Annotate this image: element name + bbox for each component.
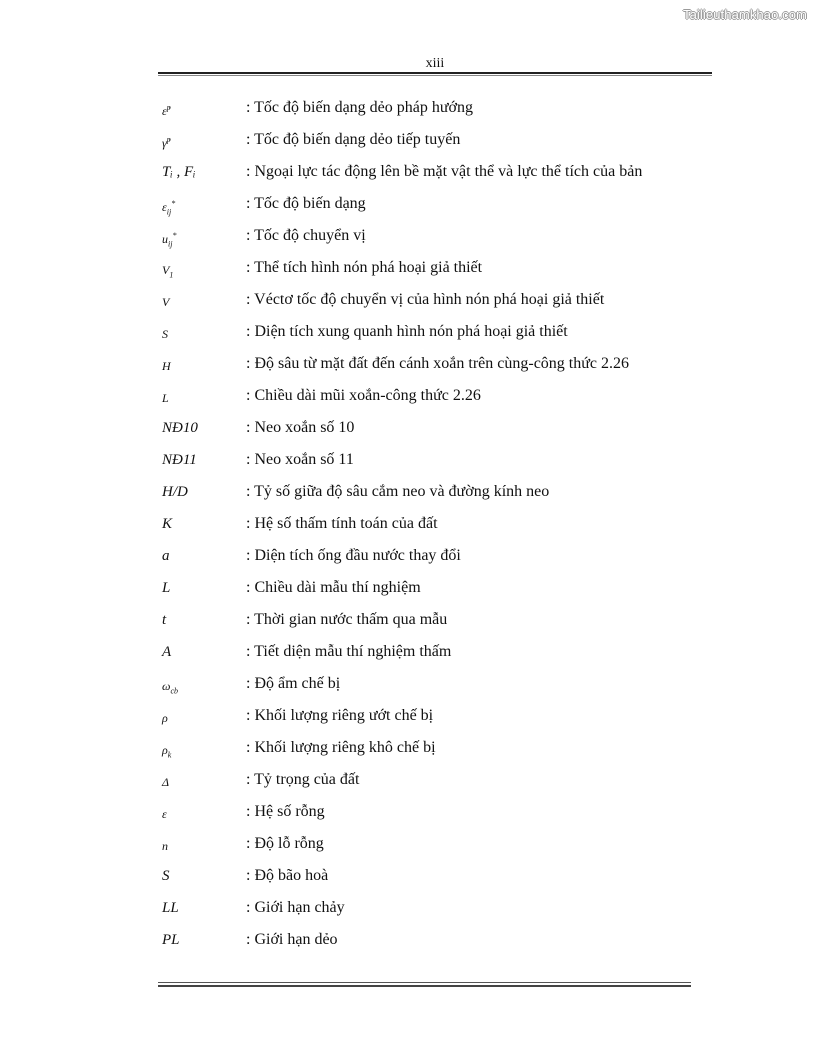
symbol-row	[158, 350, 718, 382]
symbol-superscript: p	[166, 103, 171, 112]
symbol-definition: : Ngoại lực tác động lên bề mặt vật thể và lực thể tích của bản	[246, 163, 643, 180]
symbol-definition: : Tốc độ chuyển vị	[246, 227, 366, 244]
symbol	[162, 135, 171, 151]
symbol-definition: : Hệ số rỗng	[246, 803, 325, 820]
symbol	[162, 327, 168, 342]
symbol-base: ε	[162, 807, 167, 821]
symbol	[162, 391, 169, 406]
symbol-definition: : Khối lượng riêng khô chế bị	[246, 739, 436, 756]
symbol-base: ω	[162, 679, 171, 693]
symbol-definition: : Diện tích xung quanh hình nón phá hoại giả thiết	[246, 323, 568, 340]
symbol-row	[158, 926, 718, 958]
symbol-base: ρ	[162, 743, 168, 757]
symbol-definition: : Tốc độ biến dạng	[246, 195, 366, 212]
symbol-base: S	[162, 327, 168, 341]
symbol-row	[158, 446, 718, 478]
symbol	[162, 932, 180, 949]
symbol-definition: : Độ sâu từ mặt đất đến cánh xoắn trên cùng-công thức 2.26	[246, 355, 630, 372]
symbol	[162, 164, 196, 181]
symbol-row	[158, 638, 718, 670]
symbol-definition: : Khối lượng riêng ướt chế bị	[246, 707, 434, 724]
symbol	[162, 231, 176, 248]
symbol-row	[158, 222, 718, 254]
symbol	[162, 484, 188, 501]
symbol-superscript: p	[166, 135, 171, 144]
symbol-base: a	[162, 548, 170, 564]
symbol-definition: : Thời gian nước thấm qua mẫu	[246, 611, 448, 628]
symbol-definition: : Độ bão hoà	[246, 867, 329, 884]
symbol-definition: : Tiết diện mẫu thí nghiệm thấm	[246, 643, 452, 660]
header-rule-thin	[158, 75, 712, 76]
symbol-base: S	[162, 868, 170, 884]
symbol-definition: : Giới hạn dẻo	[246, 931, 338, 948]
symbol-base: ρ	[162, 711, 168, 725]
symbol	[162, 711, 168, 726]
symbol-base: Δ	[162, 775, 170, 789]
symbol	[162, 612, 166, 629]
symbol	[162, 807, 167, 822]
symbol-definition: : Thể tích hình nón phá hoại giả thiết	[246, 259, 483, 276]
symbol-row	[158, 382, 718, 414]
symbol-base: LL	[162, 900, 179, 916]
symbol	[162, 743, 171, 759]
watermark: Tailieuthamkhao.com	[682, 7, 807, 22]
symbol-row	[158, 862, 718, 894]
symbol-base: V	[162, 295, 170, 309]
symbol-row	[158, 158, 718, 190]
symbol-base: L	[162, 580, 171, 596]
symbol-subscript: cb	[170, 686, 179, 696]
symbol	[162, 295, 169, 310]
symbol	[162, 359, 171, 374]
symbol	[162, 420, 198, 437]
symbol-row	[158, 318, 718, 350]
symbol-base: γ̇	[162, 136, 167, 150]
symbol-base: L	[162, 391, 169, 405]
page-number: xiii	[425, 56, 445, 71]
symbol-base: H/D	[162, 484, 188, 500]
symbol	[162, 452, 197, 469]
symbol-base: NĐ10	[162, 420, 198, 436]
symbol-definition: : Chiều dài mũi xoắn-công thức 2.26	[246, 387, 481, 404]
symbol-definition: : Véctơ tốc độ chuyển vị của hình nón phá hoại giả thiết	[246, 291, 605, 308]
symbol-base: PL	[162, 932, 180, 948]
symbol-base: n	[162, 839, 168, 853]
symbol-subscript: ij	[166, 207, 172, 217]
symbol-definition: : Độ lỗ rỗng	[246, 835, 324, 852]
symbol-row	[158, 830, 718, 862]
symbol	[162, 900, 179, 917]
footer-rule-thin	[158, 982, 691, 983]
symbol-definition: : Tỷ trọng của đất	[246, 771, 360, 788]
header-rule	[158, 72, 712, 74]
symbol-base: H	[162, 359, 171, 373]
symbol	[162, 868, 170, 885]
symbol-subscript: 1	[169, 270, 174, 280]
symbol-base: Tᵢ , Fᵢ	[162, 164, 196, 180]
symbol-definition: : Tốc độ biến dạng dẻo pháp hướng	[246, 99, 474, 116]
symbol-base: ε	[162, 200, 167, 214]
symbol-base: NĐ11	[162, 452, 197, 468]
symbol-subscript: ij	[168, 239, 173, 249]
symbol	[162, 839, 168, 854]
symbol	[162, 516, 172, 533]
symbol-row	[158, 254, 718, 286]
footer-rule	[158, 985, 691, 987]
symbol	[162, 199, 175, 216]
symbol-row	[158, 126, 718, 158]
symbol	[162, 548, 170, 565]
symbol-definition: : Diện tích ống đầu nước thay đổi	[246, 547, 461, 564]
symbol-definition: : Tỷ số giữa độ sâu cắm neo và đường kính neo	[246, 483, 550, 500]
symbol-definition: : Giới hạn chảy	[246, 899, 345, 916]
symbol-row	[158, 798, 718, 830]
symbol-row	[158, 478, 718, 510]
symbol-base: t	[162, 612, 167, 628]
symbol-row	[158, 606, 718, 638]
symbol	[162, 263, 173, 279]
symbol-base: K	[162, 516, 173, 532]
symbol-definition: : Neo xoắn số 10	[246, 419, 355, 436]
symbol	[162, 644, 171, 661]
symbol-base: u	[162, 232, 168, 246]
symbol-row	[158, 894, 718, 926]
symbol	[162, 580, 170, 597]
symbol-base: A	[162, 644, 172, 660]
symbol-row	[158, 702, 718, 734]
symbol-definition: : Neo xoắn số 11	[246, 451, 354, 468]
symbol-row	[158, 286, 718, 318]
symbol	[162, 103, 171, 119]
symbol-definition: : Độ ẩm chế bị	[246, 675, 341, 692]
symbol-subscript: k	[167, 750, 172, 760]
symbol-row	[158, 414, 718, 446]
symbol-row	[158, 190, 718, 222]
symbol-row	[158, 542, 718, 574]
symbol-definition: : Hệ số thấm tính toán của đất	[246, 515, 438, 532]
symbol-list	[158, 94, 718, 958]
symbol-row	[158, 574, 718, 606]
symbol-superscript: *	[172, 231, 177, 240]
symbol-row	[158, 510, 718, 542]
symbol-definition: : Chiều dài mẫu thí nghiệm	[246, 579, 421, 596]
symbol-superscript: *	[171, 199, 176, 208]
symbol-row	[158, 94, 718, 126]
symbol-row	[158, 670, 718, 702]
symbol	[162, 679, 178, 695]
symbol-row	[158, 734, 718, 766]
symbol	[162, 775, 169, 790]
symbol-definition: : Tốc độ biến dạng dẻo tiếp tuyến	[246, 131, 461, 148]
symbol-row	[158, 766, 718, 798]
symbol-base: ε̇	[162, 104, 167, 118]
symbol-base: V	[162, 263, 170, 277]
